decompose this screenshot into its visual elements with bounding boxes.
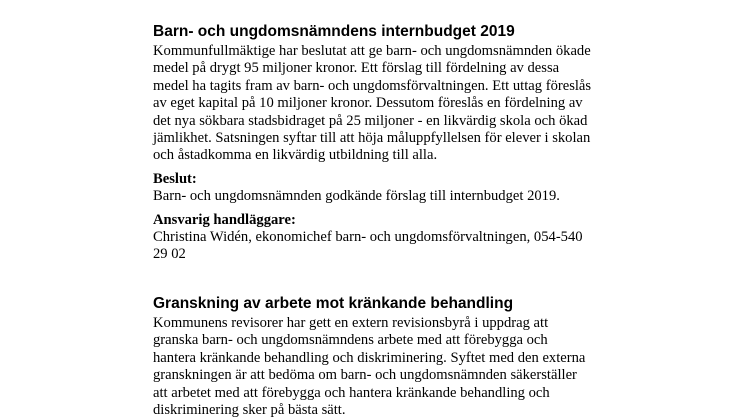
decision-text: Barn- och ungdomsnämnden godkände förslag till internbudget 2019.	[153, 188, 560, 205]
officer-block	[153, 212, 593, 264]
decision-block	[153, 171, 593, 206]
review-section-body: Kommunens revisorer har gett en extern revisionsbyrå i uppdrag att granska barn- och ungdomsnämndens arbete med att förebygga och hantera kränkande behandling och diskriminering. Syftet med den externa granskningen är att bedöma om barn- och ungdomsnämnden säkerställer att arbetet med att förebygga och hantera kränkande behandling och diskriminering sker på bästa sätt.	[153, 314, 586, 418]
officer-label: Ansvarig handläggare:	[153, 211, 296, 228]
decision-label: Beslut:	[153, 170, 197, 187]
budget-section	[153, 22, 593, 264]
officer-text: Christina Widén, ekonomichef barn- och ungdomsförvaltningen, 054-540 29 02	[153, 229, 583, 263]
budget-section-body: Kommunfullmäktige har beslutat att ge barn- och ungdomsnämnden ökade medel på drygt 95 miljoner kronor. Ett förslag till fördelning av dessa medel ha tagits fram av barn- och ungdomsförvaltningen. Ett uttag föreslås av eget kapital på 10 miljoner kronor. Dessutom föreslås en fördelning av det nya sökbara stadsbidraget på 25 miljoner - en likvärdig skola och ökad jämlikhet. Satsningen syftar till att höja måluppfyllelsen för elever i skolan och åstadkomma en likvärdig utbildning till alla.	[153, 43, 592, 164]
review-section	[153, 294, 593, 419]
budget-section-title: Barn- och ungdomsnämndens internbudget 2019	[153, 23, 515, 40]
document-page	[153, 22, 593, 419]
review-section-title: Granskning av arbete mot kränkande behandling	[153, 294, 514, 312]
